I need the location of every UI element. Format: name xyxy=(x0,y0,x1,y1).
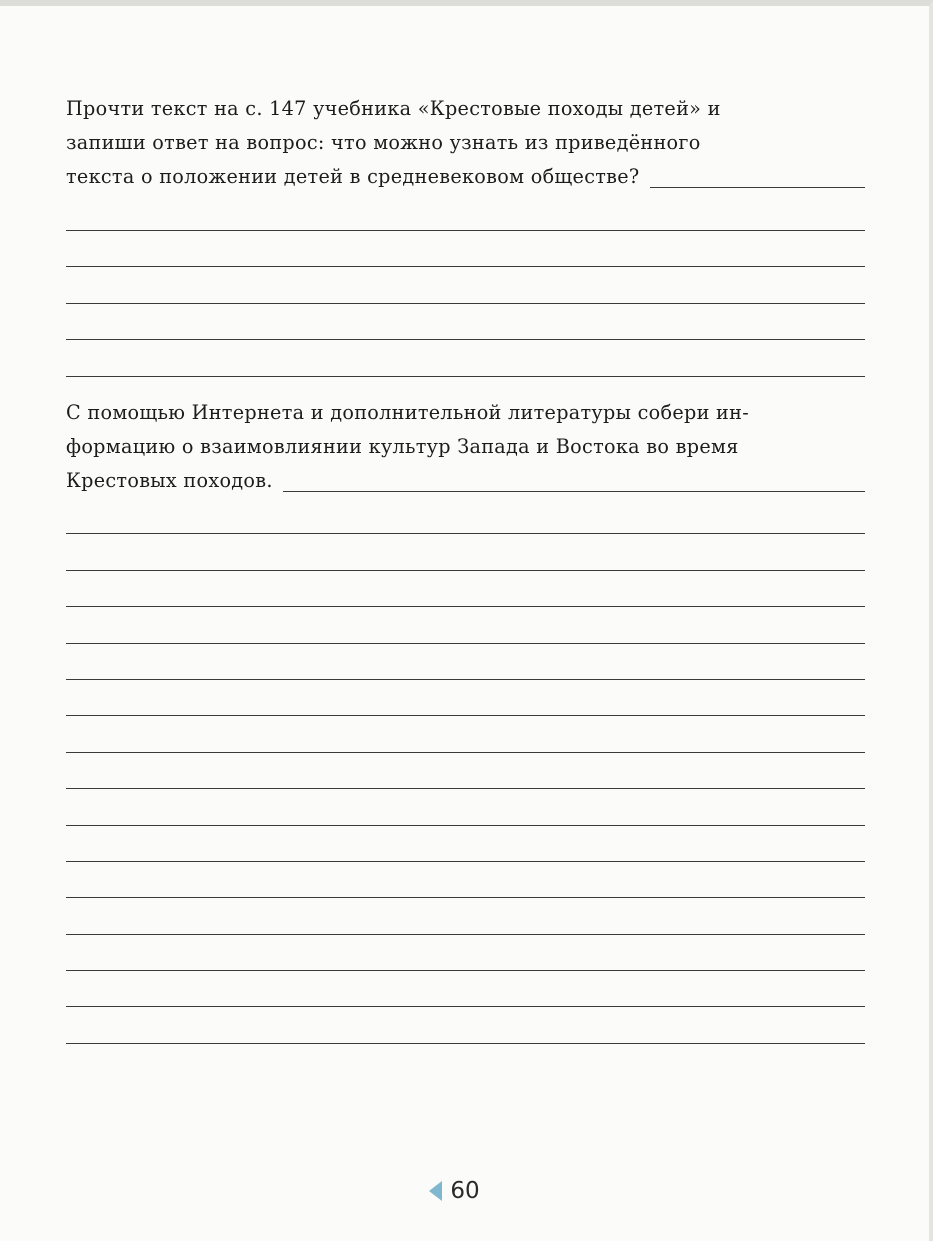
task-1-text xyxy=(66,92,865,160)
task-1-line-2: запиши ответ на вопрос: что можно узнать из приведённого xyxy=(66,131,701,154)
task-1-answer-lines xyxy=(66,194,865,377)
answer-line[interactable] xyxy=(66,826,865,862)
answer-line[interactable] xyxy=(66,716,865,752)
answer-line[interactable] xyxy=(66,340,865,377)
answer-line[interactable] xyxy=(66,607,865,643)
answer-line[interactable] xyxy=(66,571,865,607)
answer-line[interactable] xyxy=(66,971,865,1007)
answer-line[interactable] xyxy=(66,194,865,231)
answer-line[interactable] xyxy=(66,304,865,341)
task-1-last-line xyxy=(66,160,865,194)
task-2-line-3: Крестовых походов. xyxy=(66,469,273,492)
page-number: 60 xyxy=(450,1178,480,1204)
answer-line[interactable] xyxy=(66,534,865,570)
answer-line[interactable] xyxy=(66,680,865,716)
answer-line[interactable] xyxy=(66,789,865,825)
answer-line[interactable] xyxy=(66,862,865,898)
task-2-line-2: формацию о взаимовлиянии культур Запада и Востока во время xyxy=(66,435,739,458)
task-1-line-1: Прочти текст на с. 147 учебника «Крестовые походы детей» и xyxy=(66,97,721,120)
answer-line[interactable] xyxy=(66,498,865,534)
task-2-inline-answer-blank[interactable] xyxy=(283,491,865,492)
page-arrow-icon xyxy=(429,1181,442,1201)
task-2-text xyxy=(66,396,865,464)
answer-line[interactable] xyxy=(66,1007,865,1043)
task-1-inline-answer-blank[interactable] xyxy=(650,187,865,188)
answer-line[interactable] xyxy=(66,231,865,268)
answer-line[interactable] xyxy=(66,898,865,934)
answer-line[interactable] xyxy=(66,935,865,971)
task-1-line-3: текста о положении детей в средневековом обществе? xyxy=(66,165,640,188)
answer-line[interactable] xyxy=(66,644,865,680)
task-culture-exchange xyxy=(66,396,865,1044)
answer-line[interactable] xyxy=(66,753,865,789)
answer-line[interactable] xyxy=(66,267,865,304)
task-2-last-line xyxy=(66,464,865,498)
task-2-answer-lines xyxy=(66,498,865,1044)
task-2-line-1: С помощью Интернета и дополнительной литературы собери ин- xyxy=(66,401,750,424)
task-crusade-children xyxy=(66,92,865,377)
page-footer xyxy=(0,1178,929,1204)
